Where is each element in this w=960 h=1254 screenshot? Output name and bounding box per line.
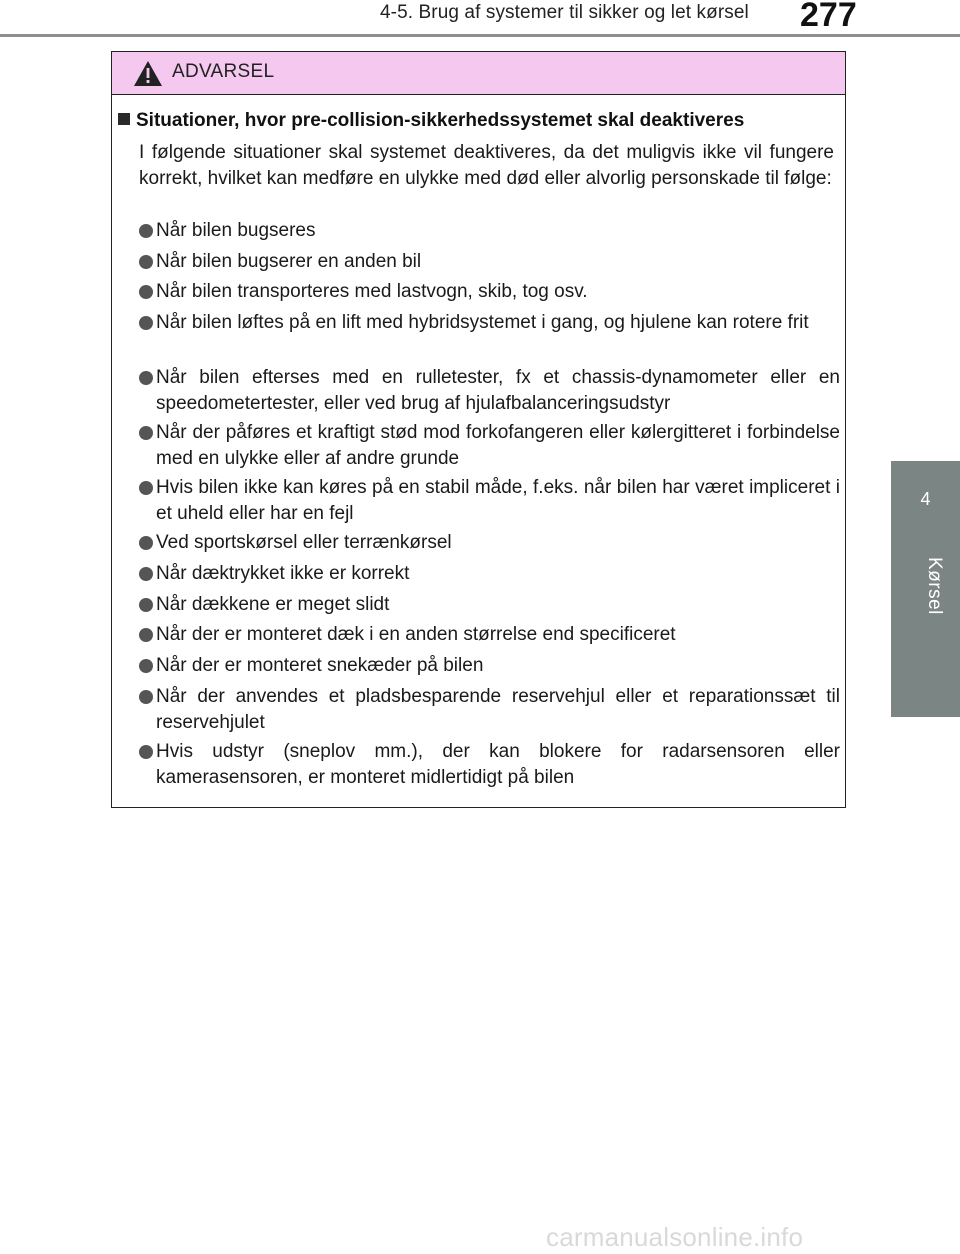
list-item-text: Ved sportskørsel eller terrænkørsel [156,532,452,553]
list-item [139,622,840,648]
list-item-text: Når bilen efterses med en rulletester, fx et chassis-dynamometer eller en speedometertester, eller ved brug af hjulafbalanceringsudstyr [156,367,840,414]
list-item-text: Når dæktrykket ikke er korrekt [156,563,410,584]
list-item-text: Når bilen transporteres med lastvogn, skib, tog osv. [156,281,588,302]
bullet-dot-icon [139,255,153,269]
bullet-dot-icon [139,659,153,673]
list-item [139,420,840,472]
bullet-dot-icon [139,316,153,330]
bullet-dot-icon [139,628,153,642]
list-item [139,739,840,791]
watermark: carmanualsonline.info [546,1222,804,1252]
list-item-text: Når der påføres et kraftigt stød mod forkofangeren eller kølergitteret i forbindelse med en ulykke eller af andre grunde [156,422,840,469]
bullet-dot-icon [139,481,153,495]
intro-paragraph: I følgende situationer skal systemet deaktiveres, da det muligvis ikke vil fungere korrekt, hvilket kan medføre en ulykke med død eller alvorlig personskade til følge: [139,142,834,189]
header-rule [0,34,960,37]
list-item [139,218,840,244]
list-item [139,653,840,679]
list-item [139,365,840,417]
list-item-text: Når bilen bugserer en anden bil [156,251,422,272]
chapter-number: 4 [920,489,931,509]
list-item-text: Når bilen løftes på en lift med hybridsystemet i gang, og hjulene kan rotere frit [156,312,809,333]
list-item-text: Når der anvendes et pladsbesparende reservehjul eller et reparationssæt til reservehjulet [156,686,840,733]
list-item [139,592,840,618]
page-number: 277 [800,0,857,34]
bullet-dot-icon [139,285,153,299]
chapter-tab [891,461,960,717]
running-header-section: 4-5. Brug af systemer til sikker og let kørsel [380,2,749,23]
list-item [139,249,840,275]
list-item-text: Hvis udstyr (sneplov mm.), der kan blokere for radarsensoren eller kamerasensoren, er monteret midlertidigt på bilen [156,741,840,788]
list-item [139,475,840,527]
list-item [139,561,840,587]
list-item-text: Når der er monteret snekæder på bilen [156,655,484,676]
warning-title: ADVARSEL [172,61,275,82]
warning-header [112,52,845,95]
bullet-dot-icon [139,567,153,581]
list-item [139,279,840,305]
list-item-text: Når der er monteret dæk i en anden størrelse end specificeret [156,624,676,645]
bullet-dot-icon [139,224,153,238]
warning-triangle-icon [133,60,163,87]
list-item [139,310,840,336]
warning-box [111,51,846,808]
list-item-text: Når dækkene er meget slidt [156,594,390,615]
list-item [139,530,840,556]
bullet-dot-icon [139,598,153,612]
section-heading-text: Situationer, hvor pre-collision-sikkerhedssystemet skal deaktiveres [136,110,745,131]
list-item [139,684,840,736]
chapter-label: Kørsel [924,557,945,615]
bullet-dot-icon [139,426,153,440]
chapter-tab-number-block [891,461,960,547]
bullet-dot-icon [139,745,153,759]
list-item-text: Når bilen bugseres [156,220,316,241]
bullet-dot-icon [139,371,153,385]
section-heading [118,110,838,132]
list-item-text: Hvis bilen ikke kan køres på en stabil måde, f.eks. når bilen har været impliceret i et uheld eller har en fejl [156,477,840,524]
square-bullet-icon [118,113,130,125]
bullet-dot-icon [139,690,153,704]
bullet-dot-icon [139,536,153,550]
